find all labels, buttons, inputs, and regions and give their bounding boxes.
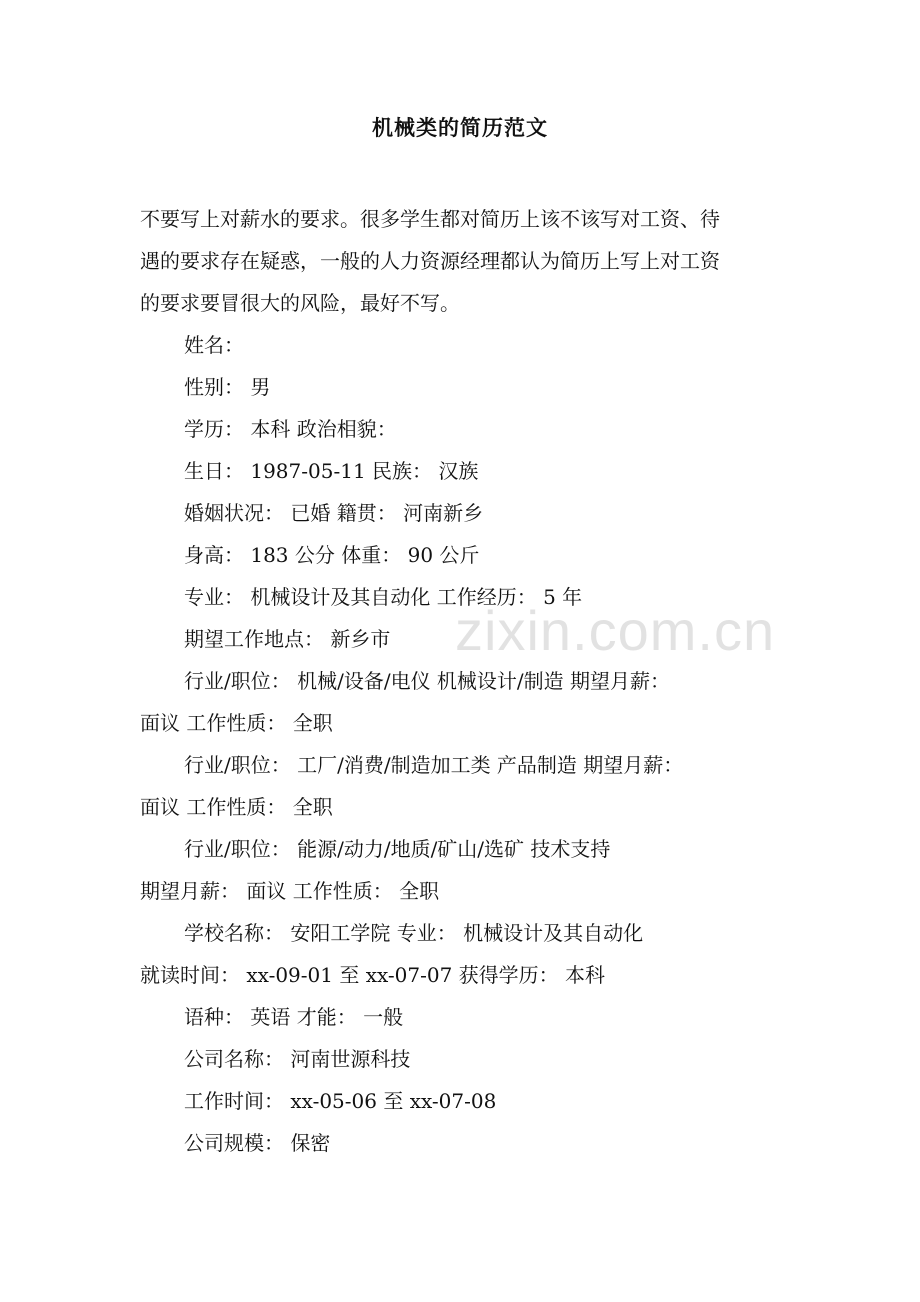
resume-line-location: 期望工作地点： 新乡市 xyxy=(184,627,391,651)
resume-line-name: 姓名： xyxy=(184,333,244,357)
resume-line-education: 学历： 本科 政治相貌： xyxy=(184,417,397,441)
intro-line: 不要写上对薪水的要求。很多学生都对简历上该不该写对工资、待 xyxy=(140,207,720,231)
resume-line-company: 公司名称： 河南世源科技 xyxy=(184,1047,411,1071)
resume-line-marital: 婚姻状况： 已婚 籍贯： 河南新乡 xyxy=(184,501,484,525)
resume-line-industry-2: 行业/职位： 工厂/消费/制造加工类 产品制造 期望月薪： xyxy=(184,753,684,777)
resume-line-study-time: 就读时间： xx-09-01 至 xx-07-07 获得学历： 本科 xyxy=(140,963,606,987)
intro-line: 遇的要求存在疑惑，一般的人力资源经理都认为简历上写上对工资 xyxy=(140,249,720,273)
document-body xyxy=(140,198,780,1164)
resume-line-major: 专业： 机械设计及其自动化 工作经历： 5 年 xyxy=(184,585,583,609)
intro-line: 的要求要冒很大的风险，最好不写。 xyxy=(140,291,460,315)
resume-line-height: 身高： 183 公分 体重： 90 公斤 xyxy=(184,543,480,567)
resume-line-birthday: 生日： 1987-05-11 民族： 汉族 xyxy=(184,459,479,483)
resume-line-industry-1-cont: 面议 工作性质： 全职 xyxy=(140,711,333,735)
resume-line-industry-3-cont: 期望月薪： 面议 工作性质： 全职 xyxy=(140,879,440,903)
resume-line-industry-2-cont: 面议 工作性质： 全职 xyxy=(140,795,333,819)
resume-line-gender: 性别： 男 xyxy=(184,375,271,399)
resume-line-language: 语种： 英语 才能： 一般 xyxy=(184,1005,404,1029)
resume-line-industry-3: 行业/职位： 能源/动力/地质/矿山/选矿 技术支持 xyxy=(184,837,611,861)
resume-line-work-time: 工作时间： xx-05-06 至 xx-07-08 xyxy=(184,1089,497,1113)
resume-line-school: 学校名称： 安阳工学院 专业： 机械设计及其自动化 xyxy=(184,921,644,945)
watermark: zixin.com.cn xyxy=(455,599,776,662)
document-title: 机械类的简历范文 xyxy=(372,115,548,140)
resume-line-industry-1: 行业/职位： 机械/设备/电仪 机械设计/制造 期望月薪： xyxy=(184,669,671,693)
resume-line-company-size: 公司规模： 保密 xyxy=(184,1131,331,1155)
